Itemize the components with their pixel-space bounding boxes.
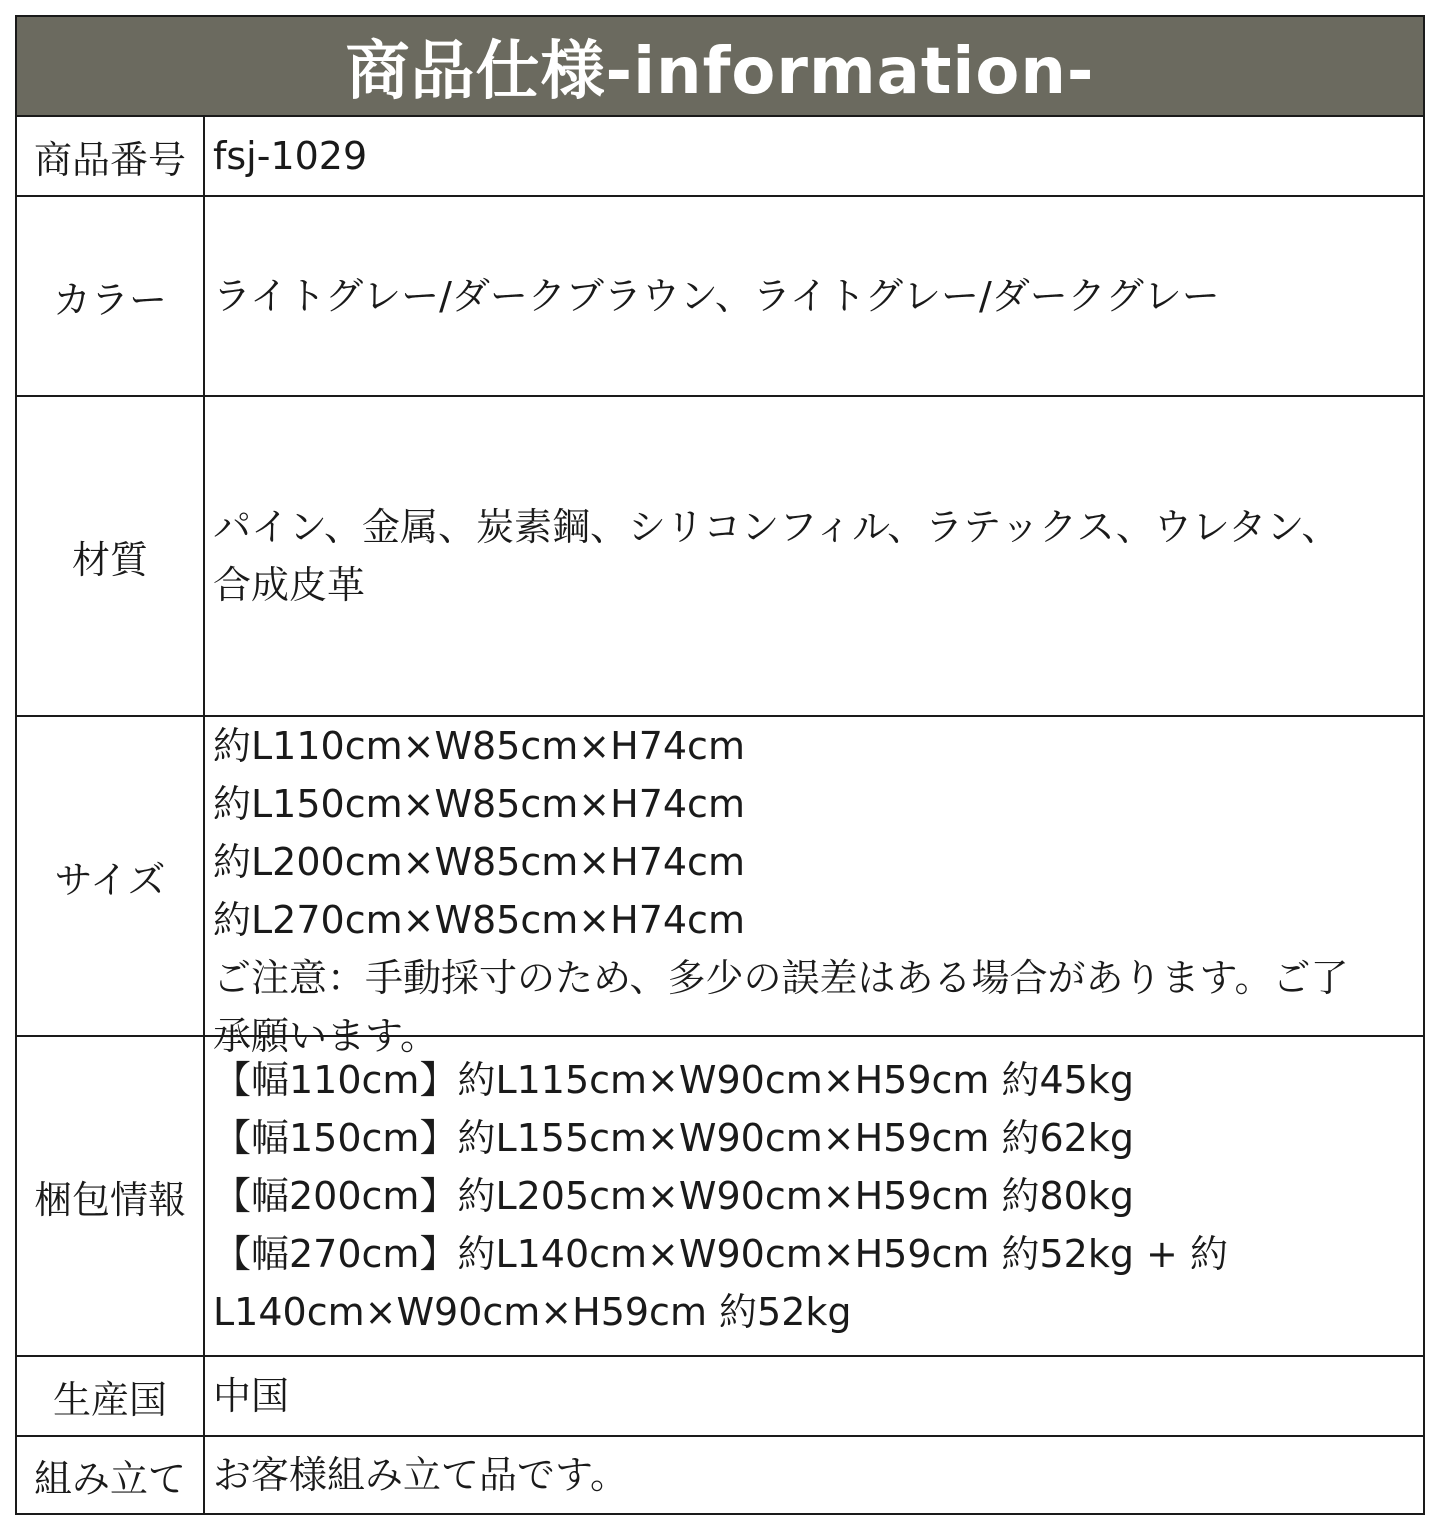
table-title: 商品仕様-information- xyxy=(17,17,1423,115)
value-color xyxy=(213,197,1415,395)
value-size xyxy=(213,717,1415,1058)
value-line: パイン、金属、炭素鋼、シリコンフィル、ラテックス、ウレタン、 xyxy=(213,505,1340,549)
value-line: 合成皮革 xyxy=(213,563,366,607)
label-material: 材質 xyxy=(17,397,205,715)
value-material xyxy=(213,397,1415,715)
value-line: 【幅150cm】約L155cm×W90cm×H59cm 約62kg xyxy=(213,1116,1134,1160)
value-line: 約L110cm×W85cm×H74cm xyxy=(213,724,745,768)
value-line: 約L200cm×W85cm×H74cm xyxy=(213,840,745,884)
value-line: ご注意：手動採寸のため、多少の誤差はある場合があります。ご了 xyxy=(213,956,1349,1000)
value-origin xyxy=(213,1357,1415,1435)
label-origin: 生産国 xyxy=(17,1357,205,1435)
label-color: カラー xyxy=(17,197,205,395)
row-material xyxy=(17,395,1423,715)
value-line: ライトグレー/ダークブラウン、ライトグレー/ダークグレー xyxy=(213,274,1220,318)
row-assembly xyxy=(17,1435,1423,1513)
value-line: 約L150cm×W85cm×H74cm xyxy=(213,782,745,826)
value-product-number xyxy=(213,117,1415,195)
value-package xyxy=(213,1037,1415,1355)
value-line: 【幅200cm】約L205cm×W90cm×H59cm 約80kg xyxy=(213,1174,1134,1218)
value-line: fsj-1029 xyxy=(213,134,368,178)
value-assembly xyxy=(213,1437,1415,1513)
value-line: 【幅110cm】約L115cm×W90cm×H59cm 約45kg xyxy=(213,1058,1134,1102)
value-line: お客様組み立て品です。 xyxy=(213,1453,628,1497)
value-line: 承願います。 xyxy=(213,1014,438,1058)
row-size xyxy=(17,715,1423,1058)
row-package xyxy=(17,1035,1423,1355)
value-line: 約L270cm×W85cm×H74cm xyxy=(213,898,745,942)
label-product-number: 商品番号 xyxy=(17,117,205,195)
value-line: 中国 xyxy=(213,1374,290,1418)
row-origin xyxy=(17,1355,1423,1435)
label-package: 梱包情報 xyxy=(17,1037,205,1355)
spec-table xyxy=(15,15,1425,1515)
label-assembly: 組み立て xyxy=(17,1437,205,1513)
value-line: L140cm×W90cm×H59cm 約52kg xyxy=(213,1290,852,1334)
row-product-number xyxy=(17,115,1423,195)
value-line: 【幅270cm】約L140cm×W90cm×H59cm 約52kg + 約 xyxy=(213,1232,1228,1276)
row-color xyxy=(17,195,1423,395)
label-size: サイズ xyxy=(17,717,205,1035)
